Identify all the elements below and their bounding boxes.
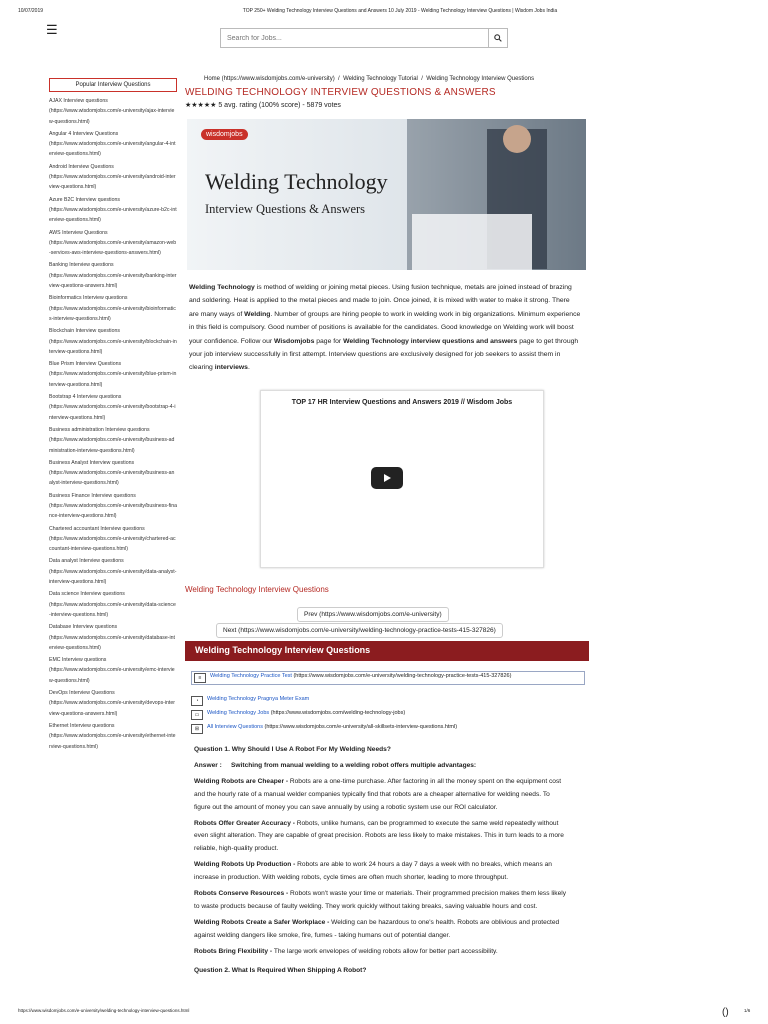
sidebar-item-url: (https://www.wisdomjobs.com/e-university/data-science-interview-questions.html) (49, 601, 176, 618)
sidebar-item-url: (https://www.wisdomjobs.com/e-university/amazon-web-services-aws-interview-questions-answers.html) (49, 239, 177, 257)
intro-paragraph (189, 281, 581, 375)
scroll-indicator: () (722, 1007, 729, 1018)
sidebar-item[interactable] (49, 195, 177, 226)
answer-point-text: The large work envelopes of welding robots allow for better part accessibility. (273, 947, 498, 955)
hamburger-icon[interactable]: ☰ (46, 22, 58, 37)
resource-link-label[interactable]: Welding Technology Pragnya Meter Exam (207, 696, 310, 702)
sidebar-item-label[interactable]: Angular 4 Interview Questions (49, 130, 119, 137)
sidebar-item[interactable] (49, 129, 177, 160)
sidebar-item-label[interactable]: Business Analyst Interview questions (49, 459, 135, 466)
sidebar-item[interactable] (49, 524, 177, 555)
sidebar-item-url: (https://www.wisdomjobs.com/e-university/bootstrap-4-interview-questions.html) (49, 404, 176, 421)
sidebar-item-url: (https://www.wisdomjobs.com/e-university/blue-prism-interview-questions.html) (49, 371, 177, 388)
question-1: Question 1. Why Should I Use A Robot For My Welding Needs? (194, 746, 391, 753)
sidebar-item[interactable] (49, 556, 177, 587)
sidebar-item-label[interactable]: Bootstrap 4 Interview questions (49, 394, 122, 401)
sidebar-item-label[interactable]: Business Finance Interview questions (49, 492, 136, 499)
sidebar-item[interactable] (49, 293, 177, 324)
intro-bold: Welding Technology interview questions and answers (343, 337, 518, 345)
sidebar-item-label[interactable]: Azure B2C Interview questions (49, 196, 120, 203)
sidebar-item[interactable] (49, 96, 177, 127)
breadcrumb-tutorial[interactable]: Welding Technology Tutorial (343, 76, 418, 82)
sidebar-item-url: (https://www.wisdomjobs.com/e-university/blockchain-interview-questions.html) (49, 338, 177, 355)
meter-icon: ◔ (191, 696, 203, 706)
sidebar-item-label[interactable]: Blockchain Interview questions (49, 328, 120, 335)
answer-point-text: Robots are able to work 24 hours a day 7 days a week with no breaks, which means an increase in production. With welding robots, cycle times are often much shorter, leading to more throughput. (194, 861, 552, 882)
sidebar-item-label[interactable]: Ethernet Interview questions (49, 722, 115, 729)
sidebar-item[interactable] (49, 425, 177, 456)
banner-title: Welding Technology Interview Questions (195, 645, 371, 655)
section-banner (185, 641, 589, 661)
answer-point (194, 946, 568, 959)
resource-link-label[interactable]: Welding Technology Jobs (207, 710, 270, 716)
sidebar-item-label[interactable]: Database Interview questions (49, 624, 118, 631)
sidebar-item-label[interactable]: EMC Interview questions (49, 657, 107, 664)
intro-bold: interviews (214, 364, 248, 372)
print-date: 10/07/2019 (18, 8, 44, 14)
sidebar-item-url: (https://www.wisdomjobs.com/e-university/devops-interview-questions-answers.html) (49, 700, 175, 717)
resource-link-jobs[interactable] (191, 710, 405, 720)
sidebar-item-label[interactable]: Android Interview Questions (49, 163, 114, 170)
intro-text: page to get through your job interview successfully in first attempt. Interview questions are exclusively designed for job seekers to assist them in clearing (189, 337, 579, 372)
resource-link-label[interactable]: All Interview Questions (207, 724, 263, 730)
sidebar-item[interactable] (49, 688, 177, 719)
answer-point (194, 859, 568, 885)
sidebar-item-url: (https://www.wisdomjobs.com/e-university/azure-b2c-interview-questions.html) (49, 206, 177, 224)
sidebar-item-url: (https://www.wisdomjobs.com/e-university/android-interview-questions.html) (49, 174, 176, 191)
sidebar-item-label[interactable]: DevOps Interview Questions (49, 690, 115, 697)
hero-heading: Welding Technology (205, 169, 388, 194)
answer-point-text: Robots won't waste your time or materials. Their programmed precision makes them less likely to waste products because of faulty welding. They work quickly without taking breaks, saving valuable hours and cost. (194, 890, 566, 910)
intro-bold: Welding (244, 310, 271, 318)
intro-text: is method of welding or joining metal pieces. Using fusion technique, metals are joined instead of brazing and soldering. Heat is applied to the metal pieces and made to join. Once joined, it is mixed with water to make it strong. There are many ways of (189, 284, 572, 318)
sidebar-item-label[interactable]: AJAX Interview questions (49, 98, 108, 104)
answer-point-heading: Robots Conserve Resources - (194, 890, 291, 898)
sidebar-item-label[interactable]: Chartered accountant Interview questions (49, 525, 145, 532)
answer-points (194, 776, 568, 959)
breadcrumb (204, 76, 534, 82)
resource-link-url: (https://www.wisdomjobs.com/e-university/welding-technology-practice-tests-415-327826) (291, 673, 512, 679)
sidebar-item-label[interactable]: Banking Interview questions (49, 262, 114, 269)
all-questions-icon: ⊞ (191, 724, 203, 734)
sidebar-item[interactable] (49, 162, 177, 193)
sidebar-item-url: (https://www.wisdomjobs.com/e-university/emc-interview-questions.html) (49, 667, 175, 684)
sidebar-item-url: (https://www.wisdomjobs.com/e-university/business-analyst-interview-questions.html) (49, 470, 175, 487)
sidebar-item-url: (https://www.wisdomjobs.com/e-university/ajax-interview-questions.html) (49, 108, 175, 125)
sidebar-item[interactable] (49, 721, 177, 752)
sidebar-item-url: (https://www.wisdomjobs.com/e-university/business-administration-interview-questions.html) (49, 437, 175, 454)
section-heading: Welding Technology Interview Questions (185, 585, 329, 594)
sidebar-item-label[interactable]: Data analyst Interview questions (49, 558, 124, 565)
sidebar-item[interactable] (49, 458, 177, 489)
sidebar-item[interactable] (49, 491, 177, 522)
video-player[interactable] (260, 390, 544, 568)
answer-point (194, 917, 568, 943)
resource-link-practice-test[interactable] (191, 671, 585, 685)
qa-section (194, 744, 568, 981)
page-number: 1/6 (744, 1008, 751, 1013)
answer-point-heading: Welding Robots Create a Safer Workplace - (194, 918, 332, 926)
resource-link-url: (https://www.wisdomjobs.com/welding-technology-jobs) (269, 710, 406, 716)
sidebar-item[interactable] (49, 392, 177, 423)
prev-button[interactable]: Prev (https://www.wisdomjobs.com/e-university) (297, 607, 449, 622)
intro-bold: Welding Technology (189, 284, 255, 291)
answer-point (194, 888, 568, 914)
jobs-icon: ▭ (191, 710, 203, 720)
answer-intro: Switching from manual welding to a welding robot offers multiple advantages: (231, 761, 477, 769)
rating (185, 101, 341, 109)
answer-point-heading: Robots Offer Greater Accuracy - (194, 819, 297, 827)
resource-link-label[interactable]: Welding Technology Practice Test (210, 673, 292, 679)
answer-point-text: Welding can be hazardous to one's health. Robots are oblivious and protected against welding dangers like smoke, fire, fumes - taking humans out of potential danger. (194, 918, 560, 939)
answer-point-text: Robots are a one-time purchase. After factoring in all the money spent on the equipment cost and the hourly rate of a manual welder companies typically find that robots are a cheaper alternative for welding needs. To figure out the amount of money you can save annually by using a robotic system use our ROI calculator. (194, 777, 562, 811)
intro-text: . Number of groups are hiring people to work in welding work in big organizations. Minimum experience in this field is compulsory. Good number of positions is available for the candidates. Good knowledge on Welding work will boost your confidence. Follow our (189, 310, 581, 345)
sidebar-item-url: (https://www.wisdomjobs.com/e-university/ethernet-interview-questions.html) (49, 733, 176, 750)
sidebar-item[interactable] (49, 260, 177, 291)
intro-text: . (247, 364, 250, 372)
sidebar-item-url: (https://www.wisdomjobs.com/e-university/banking-interview-questions-answers.html) (49, 272, 177, 290)
sidebar-title: Popular Interview Questions (49, 78, 177, 92)
answer-point-heading: Robots Bring Flexibility - (194, 947, 274, 955)
intro-bold: Wisdomjobs (274, 337, 315, 345)
print-title: TOP 250+ Welding Technology Interview Questions and Answers 10 July 2019 - Welding Technology Interview Questions | Wisdom Jobs India (242, 8, 558, 14)
test-icon: ≡ (194, 673, 206, 683)
answer-point-heading: Welding Robots are Cheaper - (194, 777, 290, 785)
sidebar-item-label[interactable]: AWS Interview Questions (49, 229, 108, 236)
rating-text: 5 avg. rating (100% score) - 5879 votes (218, 102, 341, 109)
sidebar-item-label[interactable]: Bioinformatics Interview questions (49, 295, 128, 302)
resource-link-all-questions[interactable] (191, 724, 457, 734)
intro-text: page for (314, 337, 344, 345)
sidebar (49, 78, 177, 754)
footer-url: https://www.wisdomjobs.com/e-university/welding-technology-interview-questions.html (18, 1008, 190, 1013)
search-bar (220, 28, 508, 48)
sidebar-item-label[interactable]: Business administration Interview questions (49, 426, 150, 433)
sidebar-item-label[interactable]: Data science Interview questions (49, 591, 125, 598)
answer-point-text: Robots, unlike humans, can be programmed to execute the same weld repeatedly without even slight alteration. They are capable of great precision. Robots are less likely to make mistakes. This in turn leads to a more reliable, high-quality product. (194, 819, 564, 853)
sidebar-item[interactable] (49, 359, 177, 390)
answer-label: Answer : (194, 761, 222, 769)
breadcrumb-sep: / (338, 76, 340, 82)
answer-point-heading: Welding Robots Up Production - (194, 861, 298, 869)
resource-link-url: (https://www.wisdomjobs.com/e-university/all-skillsets-interview-questions.html) (262, 724, 458, 730)
sidebar-item-url: (https://www.wisdomjobs.com/e-university/angular-4-interview-questions.html) (49, 141, 176, 158)
breadcrumb-current: Welding Technology Interview Questions (426, 76, 535, 82)
search-icon[interactable] (488, 29, 507, 47)
sidebar-item-url: (https://www.wisdomjobs.com/e-university/business-finance-interview-questions.html) (49, 502, 178, 520)
play-icon[interactable] (371, 467, 403, 489)
sidebar-item[interactable] (49, 655, 177, 686)
hero-image (187, 119, 586, 270)
hero-subheading: Interview Questions & Answers (205, 202, 366, 216)
sidebar-item[interactable] (49, 622, 177, 653)
sidebar-item-url: (https://www.wisdomjobs.com/e-university/database-interview-questions.html) (49, 634, 175, 651)
resource-link-pragnya[interactable] (191, 696, 309, 706)
next-button[interactable]: Next (https://www.wisdomjobs.com/e-university/welding-technology-practice-tests-415-327826) (216, 623, 503, 638)
rating-stars[interactable]: ★★★★★ (185, 102, 217, 109)
answer-point (194, 776, 568, 815)
page-title: WELDING TECHNOLOGY INTERVIEW QUESTIONS & ANSWERS (185, 87, 496, 98)
sidebar-item-url: (https://www.wisdomjobs.com/e-university/bioinformatics-interview-questions.html) (49, 305, 176, 322)
question-2: Question 2. What Is Required When Shipping A Robot? (194, 966, 367, 974)
sidebar-item-url: (https://www.wisdomjobs.com/e-university/chartered-accountant-interview-questions.html) (49, 535, 176, 553)
sidebar-item-label[interactable]: Blue Prism Interview Questions (49, 361, 122, 368)
answer-point (194, 818, 568, 857)
video-title[interactable]: TOP 17 HR Interview Questions and Answers 2019 // Wisdom Jobs (291, 399, 513, 406)
breadcrumb-sep: / (421, 76, 423, 82)
breadcrumb-home[interactable]: Home (https://www.wisdomjobs.com/e-university) (204, 76, 335, 82)
search-input[interactable] (221, 29, 488, 47)
sidebar-item[interactable] (49, 326, 177, 357)
hero-logo: wisdomjobs (201, 129, 248, 140)
sidebar-item-url: (https://www.wisdomjobs.com/e-university/data-analyst-interview-questions.html) (49, 568, 177, 586)
sidebar-item[interactable] (49, 589, 177, 620)
sidebar-item[interactable] (49, 228, 177, 259)
sidebar-list (49, 96, 177, 752)
